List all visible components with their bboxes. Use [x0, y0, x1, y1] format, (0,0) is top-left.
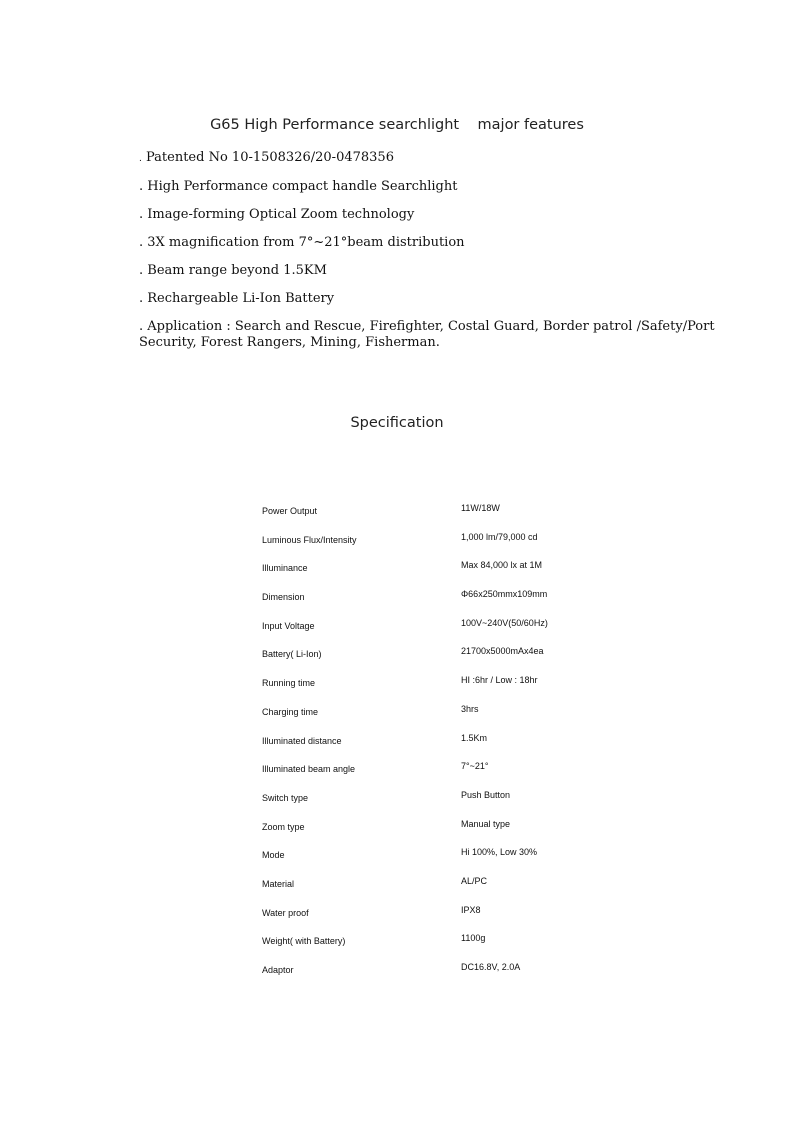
spec-label: Illuminance — [262, 563, 308, 574]
feature-bullet: . — [139, 291, 144, 306]
feature-item — [139, 263, 749, 279]
spec-value: DC16.8V, 2.0A — [461, 962, 521, 972]
feature-text: Beam range beyond 1.5KM — [143, 263, 327, 278]
spec-label: Power Output — [262, 506, 318, 516]
feature-item — [139, 291, 749, 307]
spec-value: Manual type — [461, 818, 511, 829]
feature-text: Application : Search and Rescue, Firefighter, Costal Guard, Border patrol /Safety/Port Security, Forest Rangers, Mining, Fisherman. — [139, 319, 715, 350]
feature-bullet: . — [139, 263, 144, 278]
feature-text: 3X magnification from 7°~21°beam distribution — [143, 235, 465, 250]
document-title: G65 High Performance searchlight major features — [210, 117, 584, 133]
feature-bullet: . — [139, 235, 144, 250]
spec-value: 11W/18W — [461, 503, 500, 513]
spec-value: HI :6hr / Low : 18hr — [461, 675, 538, 686]
feature-text: Image-forming Optical Zoom technology — [143, 207, 415, 222]
spec-value: 21700x5000mAx4ea — [461, 646, 544, 657]
spec-value: 100V~240V(50/60Hz) — [461, 617, 548, 628]
feature-bullet: . — [139, 179, 144, 194]
spec-value: 7°~21° — [461, 761, 489, 772]
spec-value: 3hrs — [461, 703, 479, 714]
spec-label: Material — [262, 878, 295, 889]
spec-label: Mode — [262, 850, 285, 861]
spec-label: Dimension — [262, 592, 305, 603]
feature-bullet: . — [139, 154, 142, 164]
spec-value: 1,000 lm/79,000 cd — [461, 531, 538, 542]
feature-bullet: . — [139, 319, 144, 334]
spec-label: Switch type — [262, 792, 309, 803]
feature-text: Rechargeable Li-Ion Battery — [143, 291, 335, 306]
feature-item — [139, 319, 749, 351]
feature-item — [139, 235, 749, 251]
spec-label: Luminous Flux/Intensity — [262, 534, 357, 545]
spec-label: Running time — [262, 678, 316, 689]
spec-label: Adaptor — [262, 965, 294, 975]
spec-label: Water proof — [262, 907, 309, 918]
feature-text: Patented No 10-1508326/20-0478356 — [141, 150, 394, 165]
feature-text: High Performance compact handle Searchlight — [143, 179, 458, 194]
spec-value: Push Button — [461, 789, 511, 800]
spec-value: IPX8 — [461, 904, 481, 915]
feature-item — [139, 207, 749, 223]
spec-label: Zoom type — [262, 821, 305, 832]
feature-bullet: . — [139, 207, 144, 222]
spec-label: Illuminated beam angle — [262, 764, 356, 775]
spec-label: Input Voltage — [262, 620, 315, 631]
feature-item — [139, 150, 749, 167]
spec-label: Charging time — [262, 706, 319, 717]
spec-label: Weight( with Battery) — [262, 936, 346, 947]
spec-label: Battery( Li-Ion) — [262, 649, 322, 660]
spec-value: Φ66x250mmx109mm — [461, 589, 548, 600]
feature-list — [139, 150, 749, 363]
spec-value: 1.5Km — [461, 732, 488, 743]
specification-heading: Specification — [350, 415, 444, 431]
spec-label: Illuminated distance — [262, 735, 342, 746]
spec-value: AL/PC — [461, 875, 488, 886]
feature-item — [139, 179, 749, 195]
spec-value: Max 84,000 lx at 1M — [461, 560, 543, 571]
spec-value: 1100g — [461, 933, 486, 944]
spec-value: Hi 100%, Low 30% — [461, 847, 538, 858]
